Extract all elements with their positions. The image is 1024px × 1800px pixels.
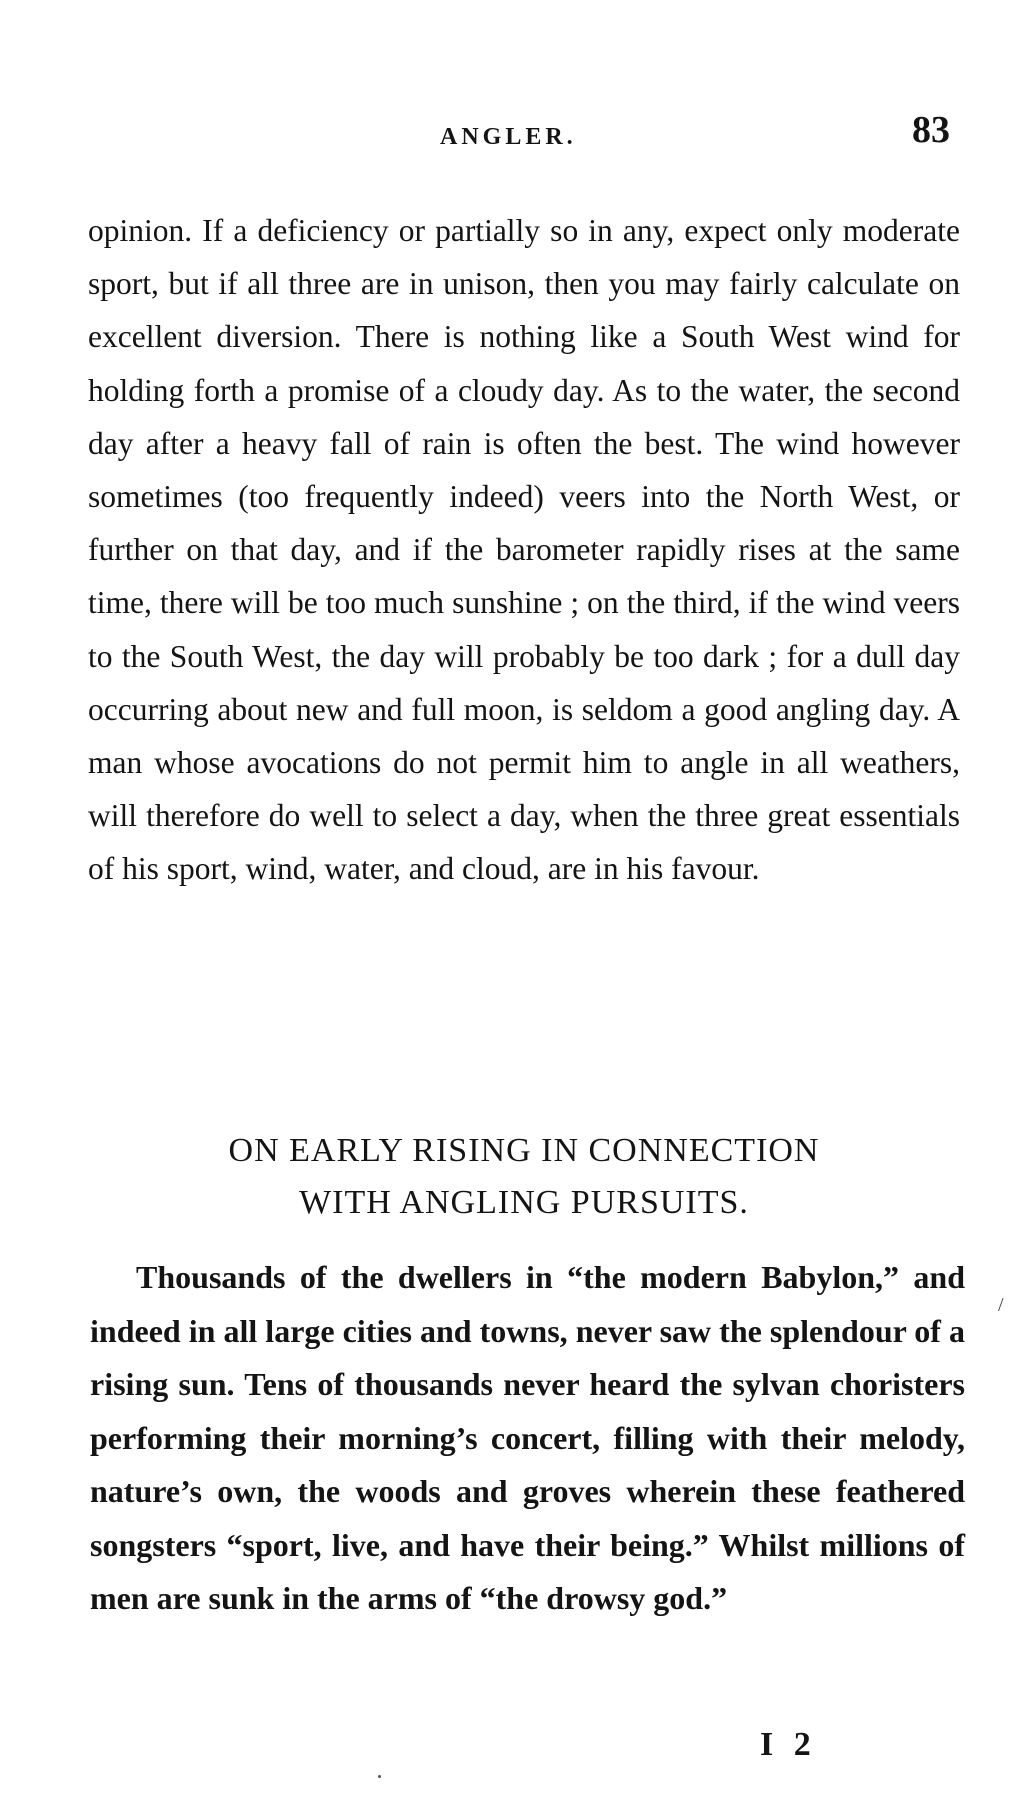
body-text-section-2 xyxy=(90,1251,965,1626)
paragraph: Thousands of the dwellers in “the modern Babylon,” and indeed in all large cities and towns, never saw the splendour of a rising sun. Tens of thousands never heard the sylvan choristers performing their morning’s concert, filling with their melody, nature’s own, the woods and groves wherein these feathered songsters “sport, live, and have their being.” Whilst millions of men are sunk in the arms of “the drowsy god.” xyxy=(90,1259,965,1616)
running-head: ANGLER. xyxy=(440,124,577,150)
section-heading-line-1: ON EARLY RISING IN CONNECTION xyxy=(228,1132,820,1169)
print-speck xyxy=(378,1775,381,1778)
section-heading-line-2: WITH ANGLING PURSUITS. xyxy=(299,1184,749,1221)
signature-mark: I 2 xyxy=(760,1726,817,1763)
page-header xyxy=(0,106,1024,154)
paragraph: opinion. If a deficiency or partially so in any, expect only moderate sport, but if all three are in unison, then you may fairly calculate on excellent diversion. There is nothing like a South West wind for holding forth a promise of a cloudy day. As to the water, the second day after a heavy fall of rain is often the best. The wind however sometimes (too frequently indeed) veers into the North West, or further on that day, and if the barometer rapidly rises at the same time, there will be too much sunshine ; on the third, if the wind veers to the South West, the day will probably be too dark ; for a dull day occurring about new and full moon, is seldom a good angling day. A man whose avocations do not permit him to angle in all weathers, will therefore do well to select a day, when the three great essentials of his sport, wind, water, and cloud, are in his favour. xyxy=(88,213,960,887)
body-text-section-1 xyxy=(88,204,960,896)
print-mark: / xyxy=(998,1294,1004,1316)
section-heading xyxy=(88,1125,960,1229)
page-number: 83 xyxy=(912,109,950,151)
